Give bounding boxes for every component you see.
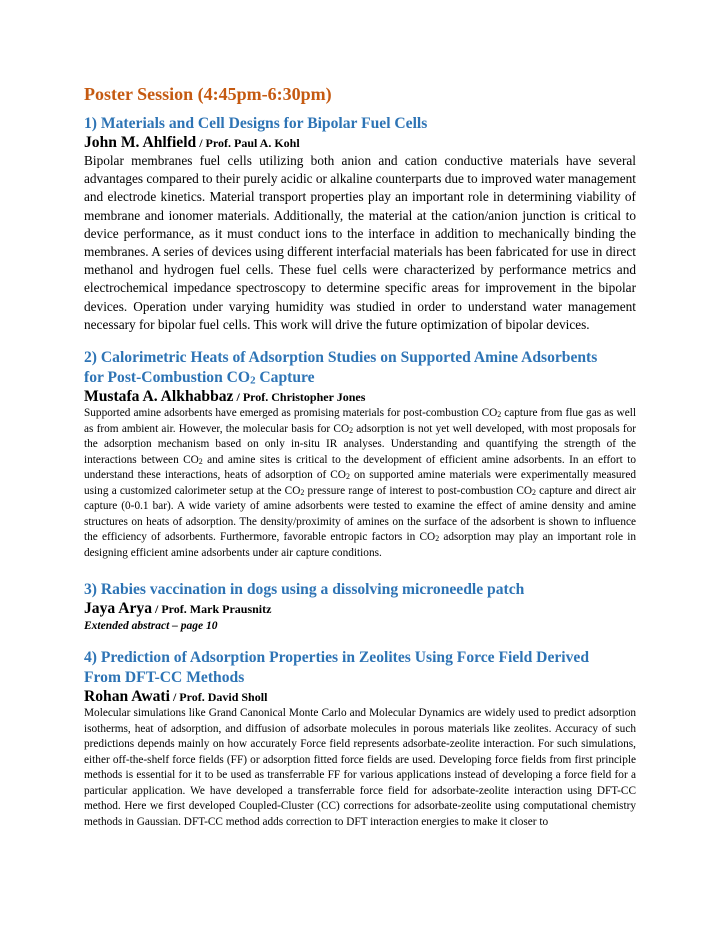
poster-2-title-line1: 2) Calorimetric Heats of Adsorption Studies on Supported Amine Adsorbents: [84, 349, 598, 366]
poster-3-advisor: / Prof. Mark Prausnitz: [152, 602, 272, 616]
poster-1-author: John M. Ahlfield: [84, 134, 197, 151]
poster-3: [84, 580, 636, 634]
poster-4-title: [84, 648, 636, 688]
poster-2-author: Mustafa A. Alkhabbaz: [84, 388, 234, 405]
poster-4-title-line1: 4) Prediction of Adsorption Properties in Zeolites Using Force Field Derived: [84, 649, 590, 666]
poster-2-title-pre: for Post-Combustion CO: [84, 369, 251, 386]
poster-1-abstract: Bipolar membranes fuel cells utilizing both anion and cation conductive materials have several advantages compared to their purely acidic or alkaline counterparts due to improved water management and electrode kinetics. Material transport properties play an important role in determining viability of membrane and ionomer materials. Additionally, the material at the cation/anion junction is critical to device performance, as it must conduct ions to the interface in addition to mechanically binding the membranes. A series of devices using different interfacial materials has been fabricated for use in direct methanol and hydrogen fuel cells. These fuel cells were characterized by performance metrics and electrochemical impedance spectroscopy to determine specific areas for improvement in the bipolar devices. Operation under varying humidity was studied in order to understand water management necessary for bipolar fuel cells. This work will drive the future optimization of bipolar devices.: [84, 153, 636, 332]
poster-4-advisor: / Prof. David Sholl: [169, 690, 268, 704]
poster-2-title-line2: [84, 368, 636, 388]
poster-2-title: [84, 348, 636, 388]
poster-2-abstract: [84, 406, 636, 561]
poster-3-author-line: [84, 600, 636, 618]
subscript: 2: [435, 534, 440, 544]
poster-1: [84, 114, 636, 334]
subscript: 2: [497, 410, 502, 420]
abstract-text: capture from flue gas as well as from ambient air. However, the molecular basis for CO: [84, 407, 636, 435]
abstract-text: and amine sites is critical to the development of efficient amine adsorbents. In an effort to understand these interactions, heats of adsorption of CO: [84, 453, 636, 481]
subscript: 2: [532, 487, 536, 497]
poster-4: [84, 648, 636, 830]
poster-4-author-line: [84, 688, 636, 706]
poster-2-advisor: / Prof. Christopher Jones: [233, 390, 366, 404]
poster-2: [84, 348, 636, 561]
abstract-text: adsorption is not yet well developed, with most proposals for the adsorption mechanism based on only in-situ IR analyses. Understanding and quantifying the strength of the interactions between CO: [84, 422, 636, 466]
subscript: 2: [198, 456, 203, 466]
poster-1-title: 1) Materials and Cell Designs for Bipolar Fuel Cells: [84, 115, 428, 132]
poster-4-author: Rohan Awati: [84, 688, 170, 705]
session-heading: Poster Session (4:45pm-6:30pm): [84, 84, 332, 104]
poster-2-author-line: [84, 388, 636, 406]
poster-1-author-line: [84, 134, 636, 152]
poster-2-title-post: Capture: [255, 369, 315, 386]
abstract-text: capture and direct air capture (0-0.1 bar). A wide variety of amine adsorbents were tested to examine the effect of amine density and amine structures on heats of adsorption. The density/proximity of amines on the surface of the adsorbent is shown to influence the efficiency of adsorbents. Furthermore, favorable entropic factors in CO: [84, 484, 637, 543]
abstract-text: Supported amine adsorbents have emerged as promising materials for post-combustion CO: [84, 407, 498, 419]
subscript: 2: [300, 487, 305, 497]
poster-3-title: 3) Rabies vaccination in dogs using a dissolving microneedle patch: [84, 581, 525, 598]
abstract-text: on supported amine materials were experimentally measured using a customized calorimeter setup at the CO: [84, 469, 636, 497]
poster-1-advisor: / Prof. Paul A. Kohl: [196, 136, 300, 150]
subscript: 2: [349, 425, 354, 435]
poster-2-title-sub: 2: [250, 374, 256, 387]
poster-4-abstract: Molecular simulations like Grand Canonical Monte Carlo and Molecular Dynamics are widely used to predict adsorption isotherms, heat of adsorption, and diffusion of adsorbate molecules in porous materials like zeolites. Accuracy of such predictions depends mainly on how accurately Force field represents adsorbate-zeolite interaction. For such simulations, either off-the-shelf force fields (FF) or adsorption fitted force fields are used. Developing force fields from first principle methods is essential for it to be used as transferrable FF for various applications instead of developing a force field for a particular application. We have developed a transferrable force field for adsorbate-zeolite interaction using DFT-CC method. Here we first developed Coupled-Cluster (CC) corrections for adsorbate-zeolite using computational chemistry methods in Gaussian. DFT-CC method adds correction to DFT interaction energies to make it closer to: [84, 707, 636, 828]
poster-4-title-line2: From DFT-CC Methods: [84, 669, 245, 686]
poster-3-author: Jaya Arya: [84, 600, 153, 617]
abstract-text: pressure range of interest to post-combustion CO: [304, 484, 533, 497]
subscript: 2: [345, 472, 350, 482]
poster-3-note: Extended abstract – page 10: [84, 620, 218, 632]
abstract-text: adsorption may play an important role in designing efficient amine adsorbents under air capture conditions.: [84, 531, 636, 559]
